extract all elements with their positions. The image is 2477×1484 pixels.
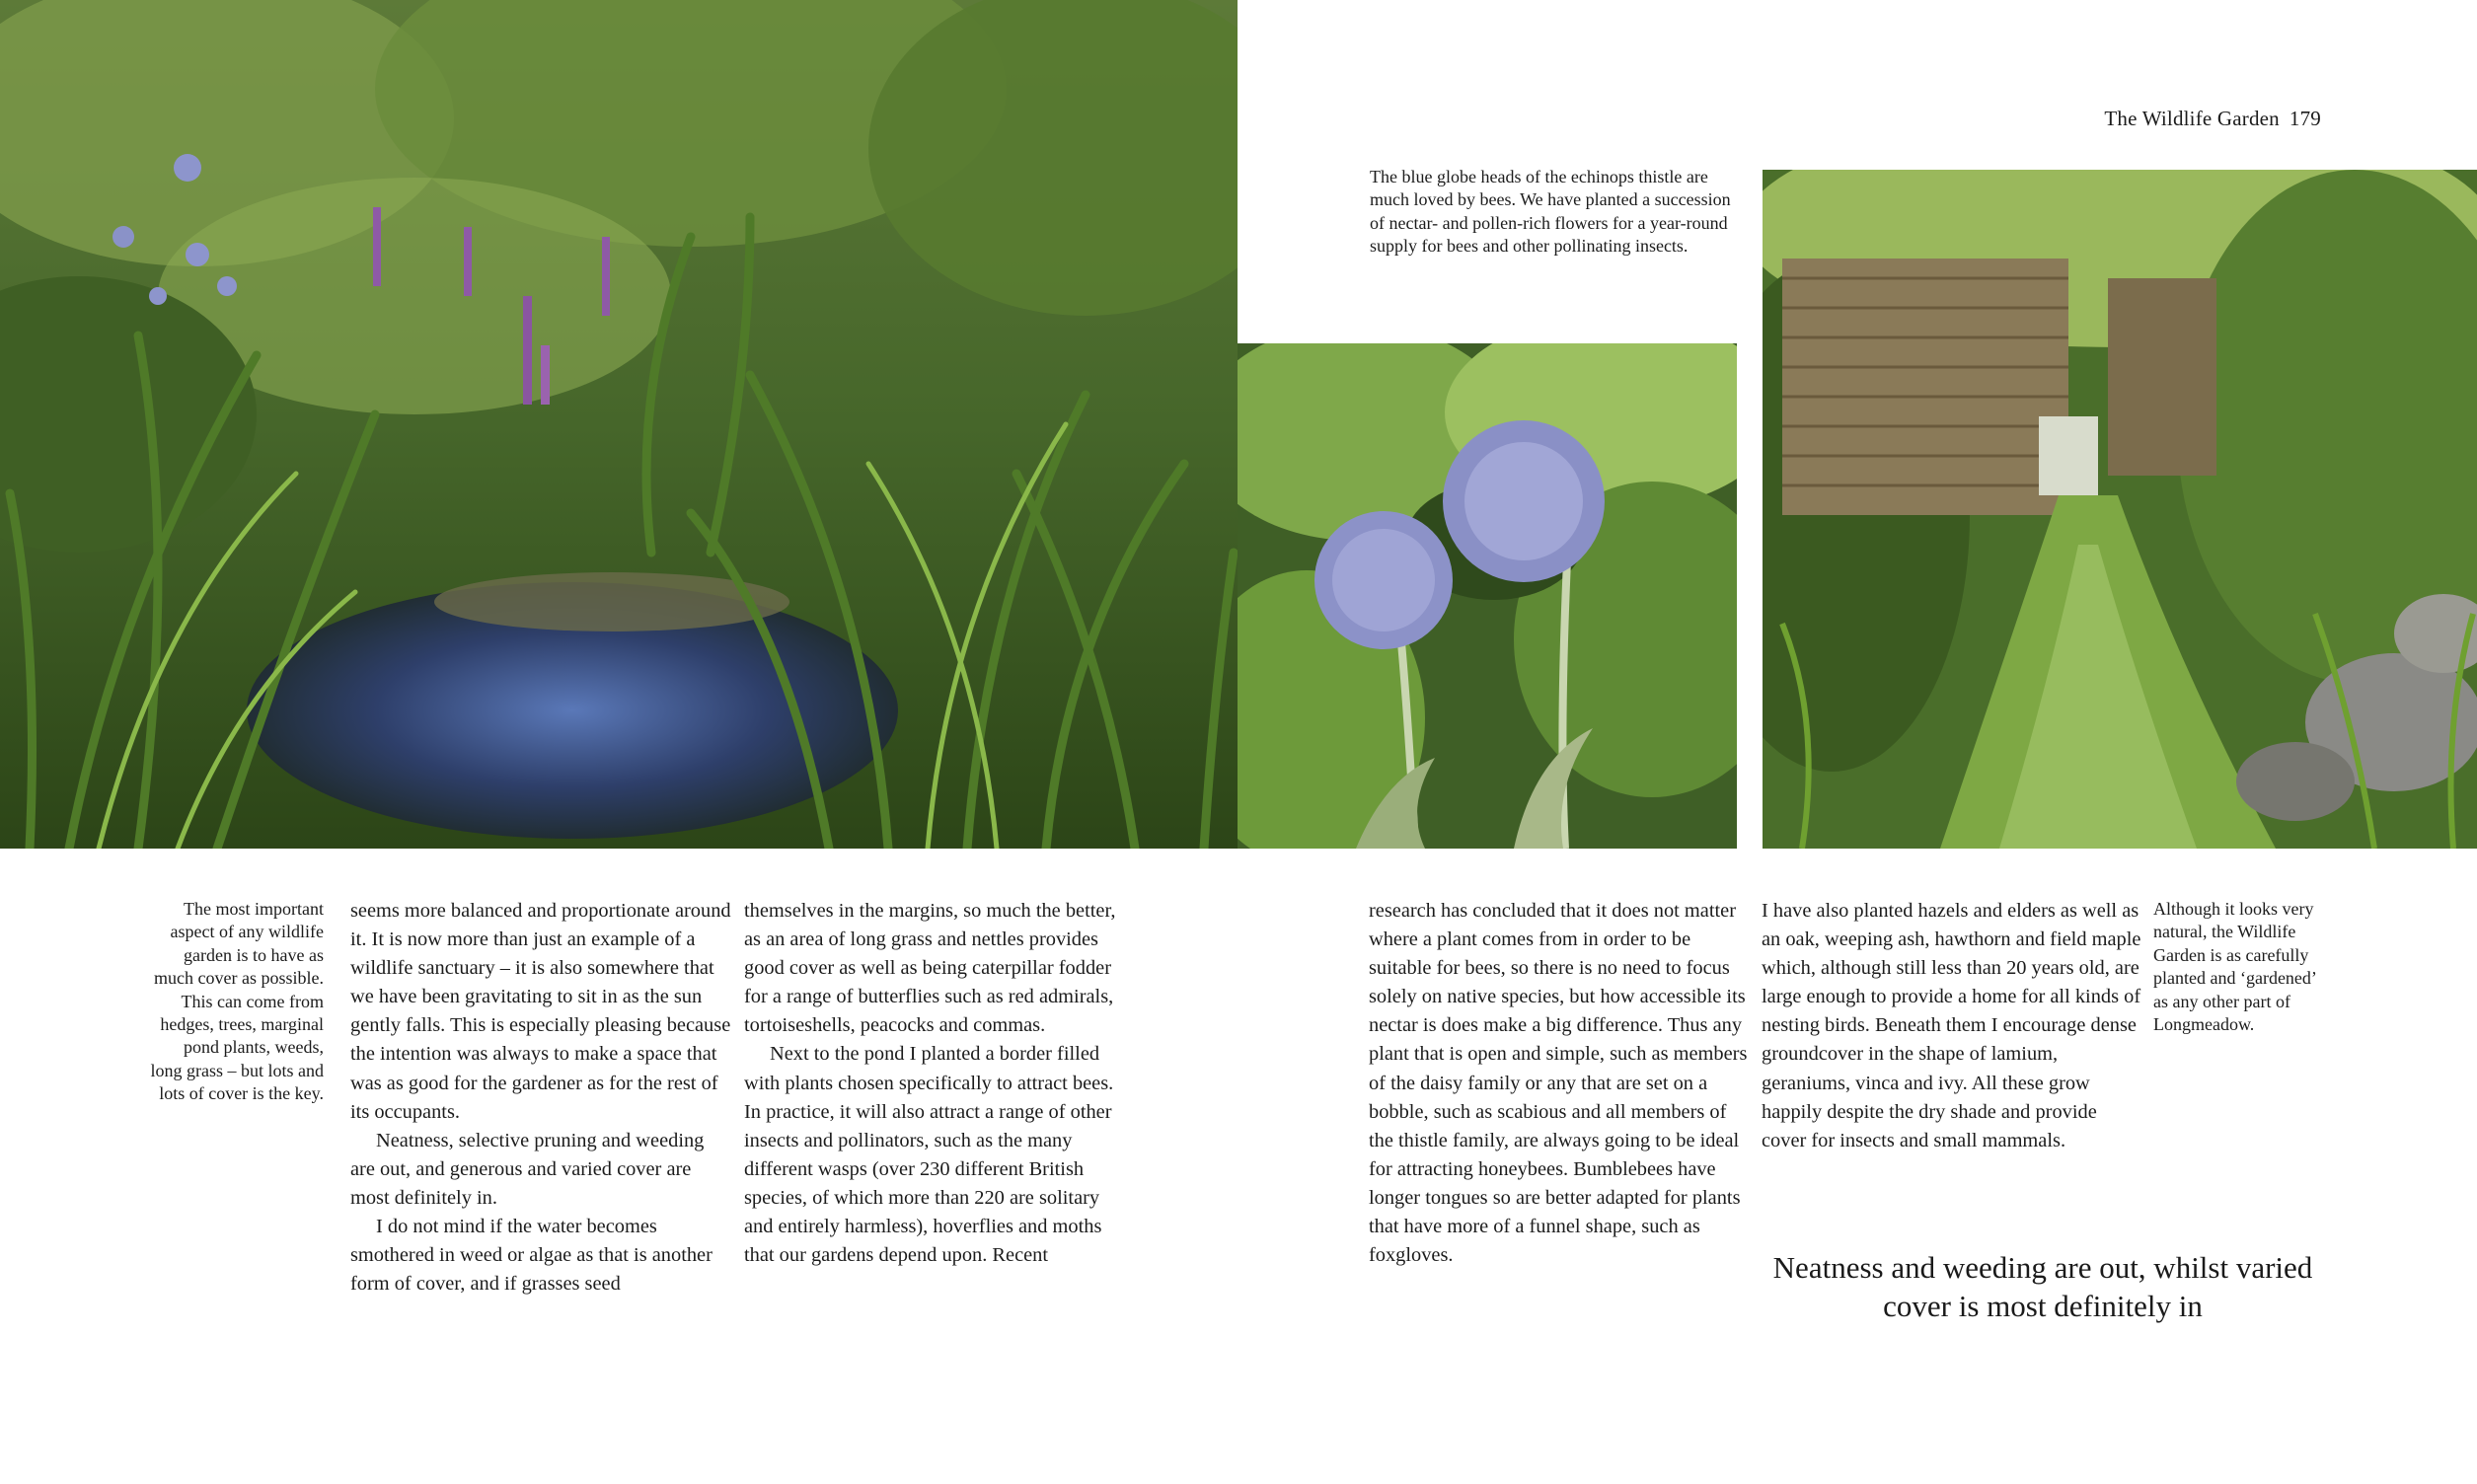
- paragraph: Neatness, selective pruning and weeding are out, and generous and varied cover are most definitely in.: [350, 1129, 705, 1209]
- echinops-caption: The blue globe heads of the echinops thistle are much loved by bees. We have planted a succession of nectar- and pollen-rich flowers for a year-round supply for bees and other pollinating insects.: [1370, 167, 1731, 257]
- chapter-title: The Wildlife Garden: [2104, 107, 2280, 130]
- paragraph: research has concluded that it does not matter where a plant comes from in order to be suitable for bees, so there is no need to focus solely on native species, but how accessible its nectar is does make a big difference. Thus any plant that is open and simple, such as members of the daisy family or any that are set on a bobble, such as scabious and all members of the thistle family, are always going to be ideal for attracting honeybees. Bumblebees have longer tongues so are better adapted for plants that have more of a funnel shape, such as foxgloves.: [1369, 900, 1748, 1267]
- paragraph: I do not mind if the water becomes smothered in weed or algae as that is another form of cover, and if grasses seed: [350, 1216, 713, 1296]
- pull-quote: Neatness and weeding are out, whilst varied cover is most definitely in: [1772, 1250, 2313, 1323]
- pond-photo: [0, 0, 1238, 849]
- body-column-2: [744, 897, 1127, 1270]
- paragraph: Next to the pond I planted a border filled with plants chosen specifically to attract bees. In practice, it will also attract a range of other insects and pollinators, such as the many different wasps (over 230 different British species, of which more than 220 are solitary and entirely harmless), hoverflies and moths that our gardens depend upon. Recent: [744, 1043, 1114, 1267]
- paragraph: seems more balanced and proportionate around it. It is now more than just an example of a wildlife sanctuary – it is also somewhere that we have been gravitating to sit in as the sun gently falls. This is especially pleasing because the intention was always to make a space that was as good for the gardener as for the rest of its occupants.: [350, 900, 731, 1123]
- body-column-3: [1369, 897, 1752, 1270]
- cover-caption: The most important aspect of any wildlife garden is to have as much cover as possible. This can come from hedges, trees, marginal pond plants, weeds, long grass – but lots and lots of cover is the key.: [150, 899, 324, 1104]
- paragraph: I have also planted hazels and elders as well as an oak, weeping ash, hawthorn and field maple which, although still less than 20 years old, are large enough to provide a home for all kinds of nesting birds. Beneath them I encourage dense groundcover in the shape of lamium, geraniums, vinca and ivy. All these grow happily despite the dry shade and provide cover for insects and small mammals.: [1762, 900, 2141, 1151]
- garden-path-photo: [1763, 170, 2477, 849]
- body-column-4: [1762, 897, 2144, 1155]
- page-number: 179: [2289, 107, 2321, 130]
- body-column-1: [350, 897, 733, 1298]
- running-head: [2104, 107, 2321, 131]
- natural-look-caption: Although it looks very natural, the Wildlife Garden is as carefully planted and ‘gardened’ as any other part of Longmeadow.: [2153, 899, 2316, 1035]
- paragraph: themselves in the margins, so much the better, as an area of long grass and nettles provides good cover as well as being caterpillar fodder for a range of butterflies such as red admirals, tortoiseshells, peacocks and commas.: [744, 900, 1116, 1037]
- echinops-photo: [1238, 343, 1737, 849]
